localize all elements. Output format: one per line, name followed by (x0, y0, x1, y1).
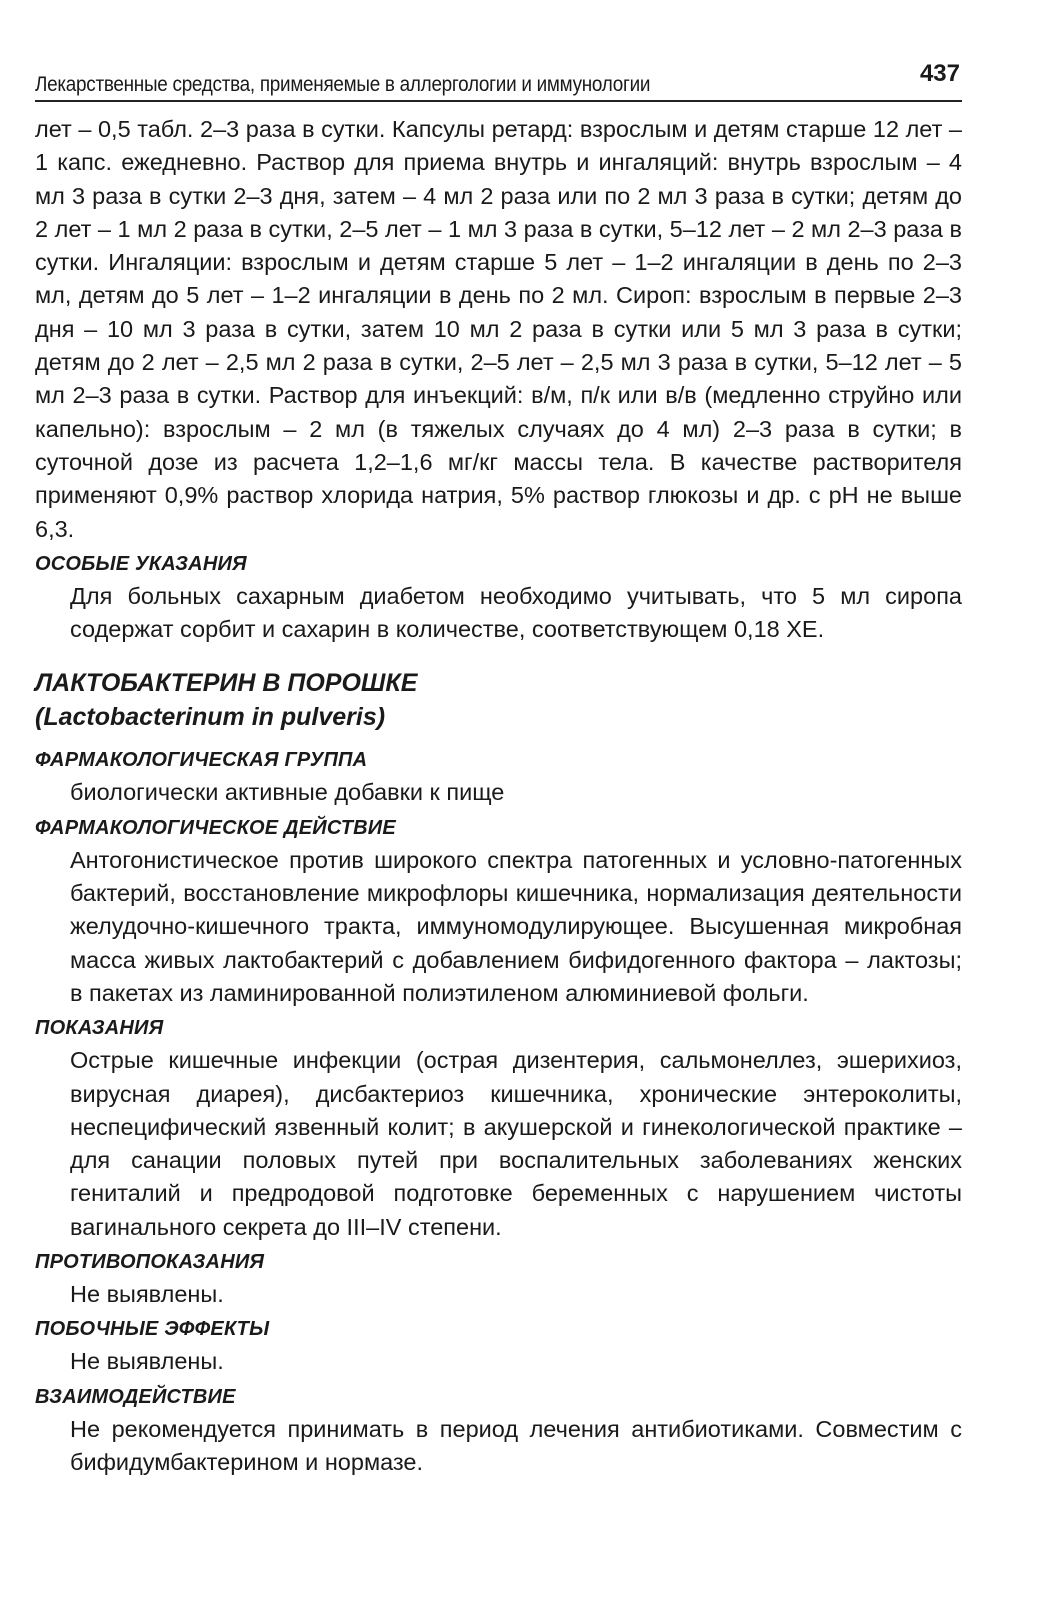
drug-latin-name: (Lactobacterinum in pulveris) (35, 703, 386, 732)
special-instructions-heading: ОСОБЫЕ УКАЗАНИЯ (35, 552, 247, 575)
dosage-paragraph: лет – 0,5 табл. 2–3 раза в сутки. Капсулы ретард: взрослым и детям старше 12 лет – 1 капс. ежедневно. Раствор для приема внутрь и ингаляций: внутрь взрослым – 4 мл 3 раза в сутки 2–3 дня, затем – 4 мл 2 раза или по 2 мл 3 раза в сутки; детям до 2 лет – 1 мл 2 раза в сутки, 2–5 лет – 1 мл 3 раза в сутки, 5–12 лет – 2 мл 2–3 раза в сутки. Ингаляции: взрослым и детям старше 5 лет – 1–2 ингаляции в день по 2–3 мл, детям до 5 лет – 1–2 ингаляции в день по 2 мл. Сироп: взрослым в первые 2–3 дня – 10 мл 3 раза в сутки, затем 10 мл 2 раза в сутки или 5 мл 3 раза в сутки; детям до 2 лет – 2,5 мл 2 раза в сутки, 2–5 лет – 2,5 мл 3 раза в сутки, 5–12 лет – 5 мл 2–3 раза в сутки. Раствор для инъекций: в/м, п/к или в/в (медленно струйно или капельно): взрослым – 2 мл (в тяжелых случаях до 4 мл) 2–3 раза в сутки; в суточной дозе из расчета 1,2–1,6 мг/кг массы тела. В качестве растворителя применяют 0,9% раствор хлорида натрия, 5% раствор глюкозы и др. с pH не выше 6,3. (35, 116, 962, 542)
special-instructions-text: Для больных сахарным диабетом необходимо учитывать, что 5 мл сиропа содержат сорбит и сахарин в количестве, соответствующем 0,18 ХЕ. (70, 582, 962, 643)
pharmacological-group-text: биологически активные добавки к пище (70, 779, 505, 806)
contraindications-text: Не выявлены. (70, 1281, 224, 1308)
drug-title: ЛАКТОБАКТЕРИН В ПОРОШКЕ (35, 669, 418, 698)
pharmacological-group-heading: ФАРМАКОЛОГИЧЕСКАЯ ГРУППА (35, 749, 368, 772)
book-page (35, 58, 962, 1479)
running-title: Лекарственные средства, применяемые в аллергологии и иммунологии (35, 73, 651, 96)
indications-text: Острые кишечные инфекции (острая дизентерия, сальмонеллез, эшерихиоз, вирусная диарея), дисбактериоз кишечника, хронические энтероколиты, неспецифический язвенный колит; в акушерской и гинекологической практике – для санации половых путей при воспалительных заболеваниях женских гениталий и предродовой подготовке беременных с нарушением чистоты вагинального секрета до III–IV степени. (70, 1047, 962, 1240)
interaction-heading: ВЗАИМОДЕЙСТВИЕ (35, 1385, 236, 1408)
running-header (35, 58, 962, 102)
side-effects-heading: ПОБОЧНЫЕ ЭФФЕКТЫ (35, 1318, 270, 1341)
pharmacological-action-text: Антогонистическое против широкого спектра патогенных и условно-патогенных бактерий, восстановление микрофлоры кишечника, нормализация деятельности желудочно-кишечного тракта, иммуномодулирующее. Высушенная микробная масса живых лактобактерий с добавлением бифидогенного фактора – лактозы; в пакетах из ламинированной полиэтиленом алюминиевой фольги. (70, 846, 962, 1006)
indications-heading: ПОКАЗАНИЯ (35, 1017, 164, 1040)
pharmacological-action-heading: ФАРМАКОЛОГИЧЕСКОЕ ДЕЙСТВИЕ (35, 816, 396, 839)
interaction-text: Не рекомендуется принимать в период лечения антибиотиками. Совместим с бифидумбактерином и нормазе. (70, 1415, 962, 1475)
contraindications-heading: ПРОТИВОПОКАЗАНИЯ (35, 1251, 265, 1274)
side-effects-text: Не выявлены. (70, 1348, 224, 1375)
page-number: 437 (919, 60, 960, 87)
